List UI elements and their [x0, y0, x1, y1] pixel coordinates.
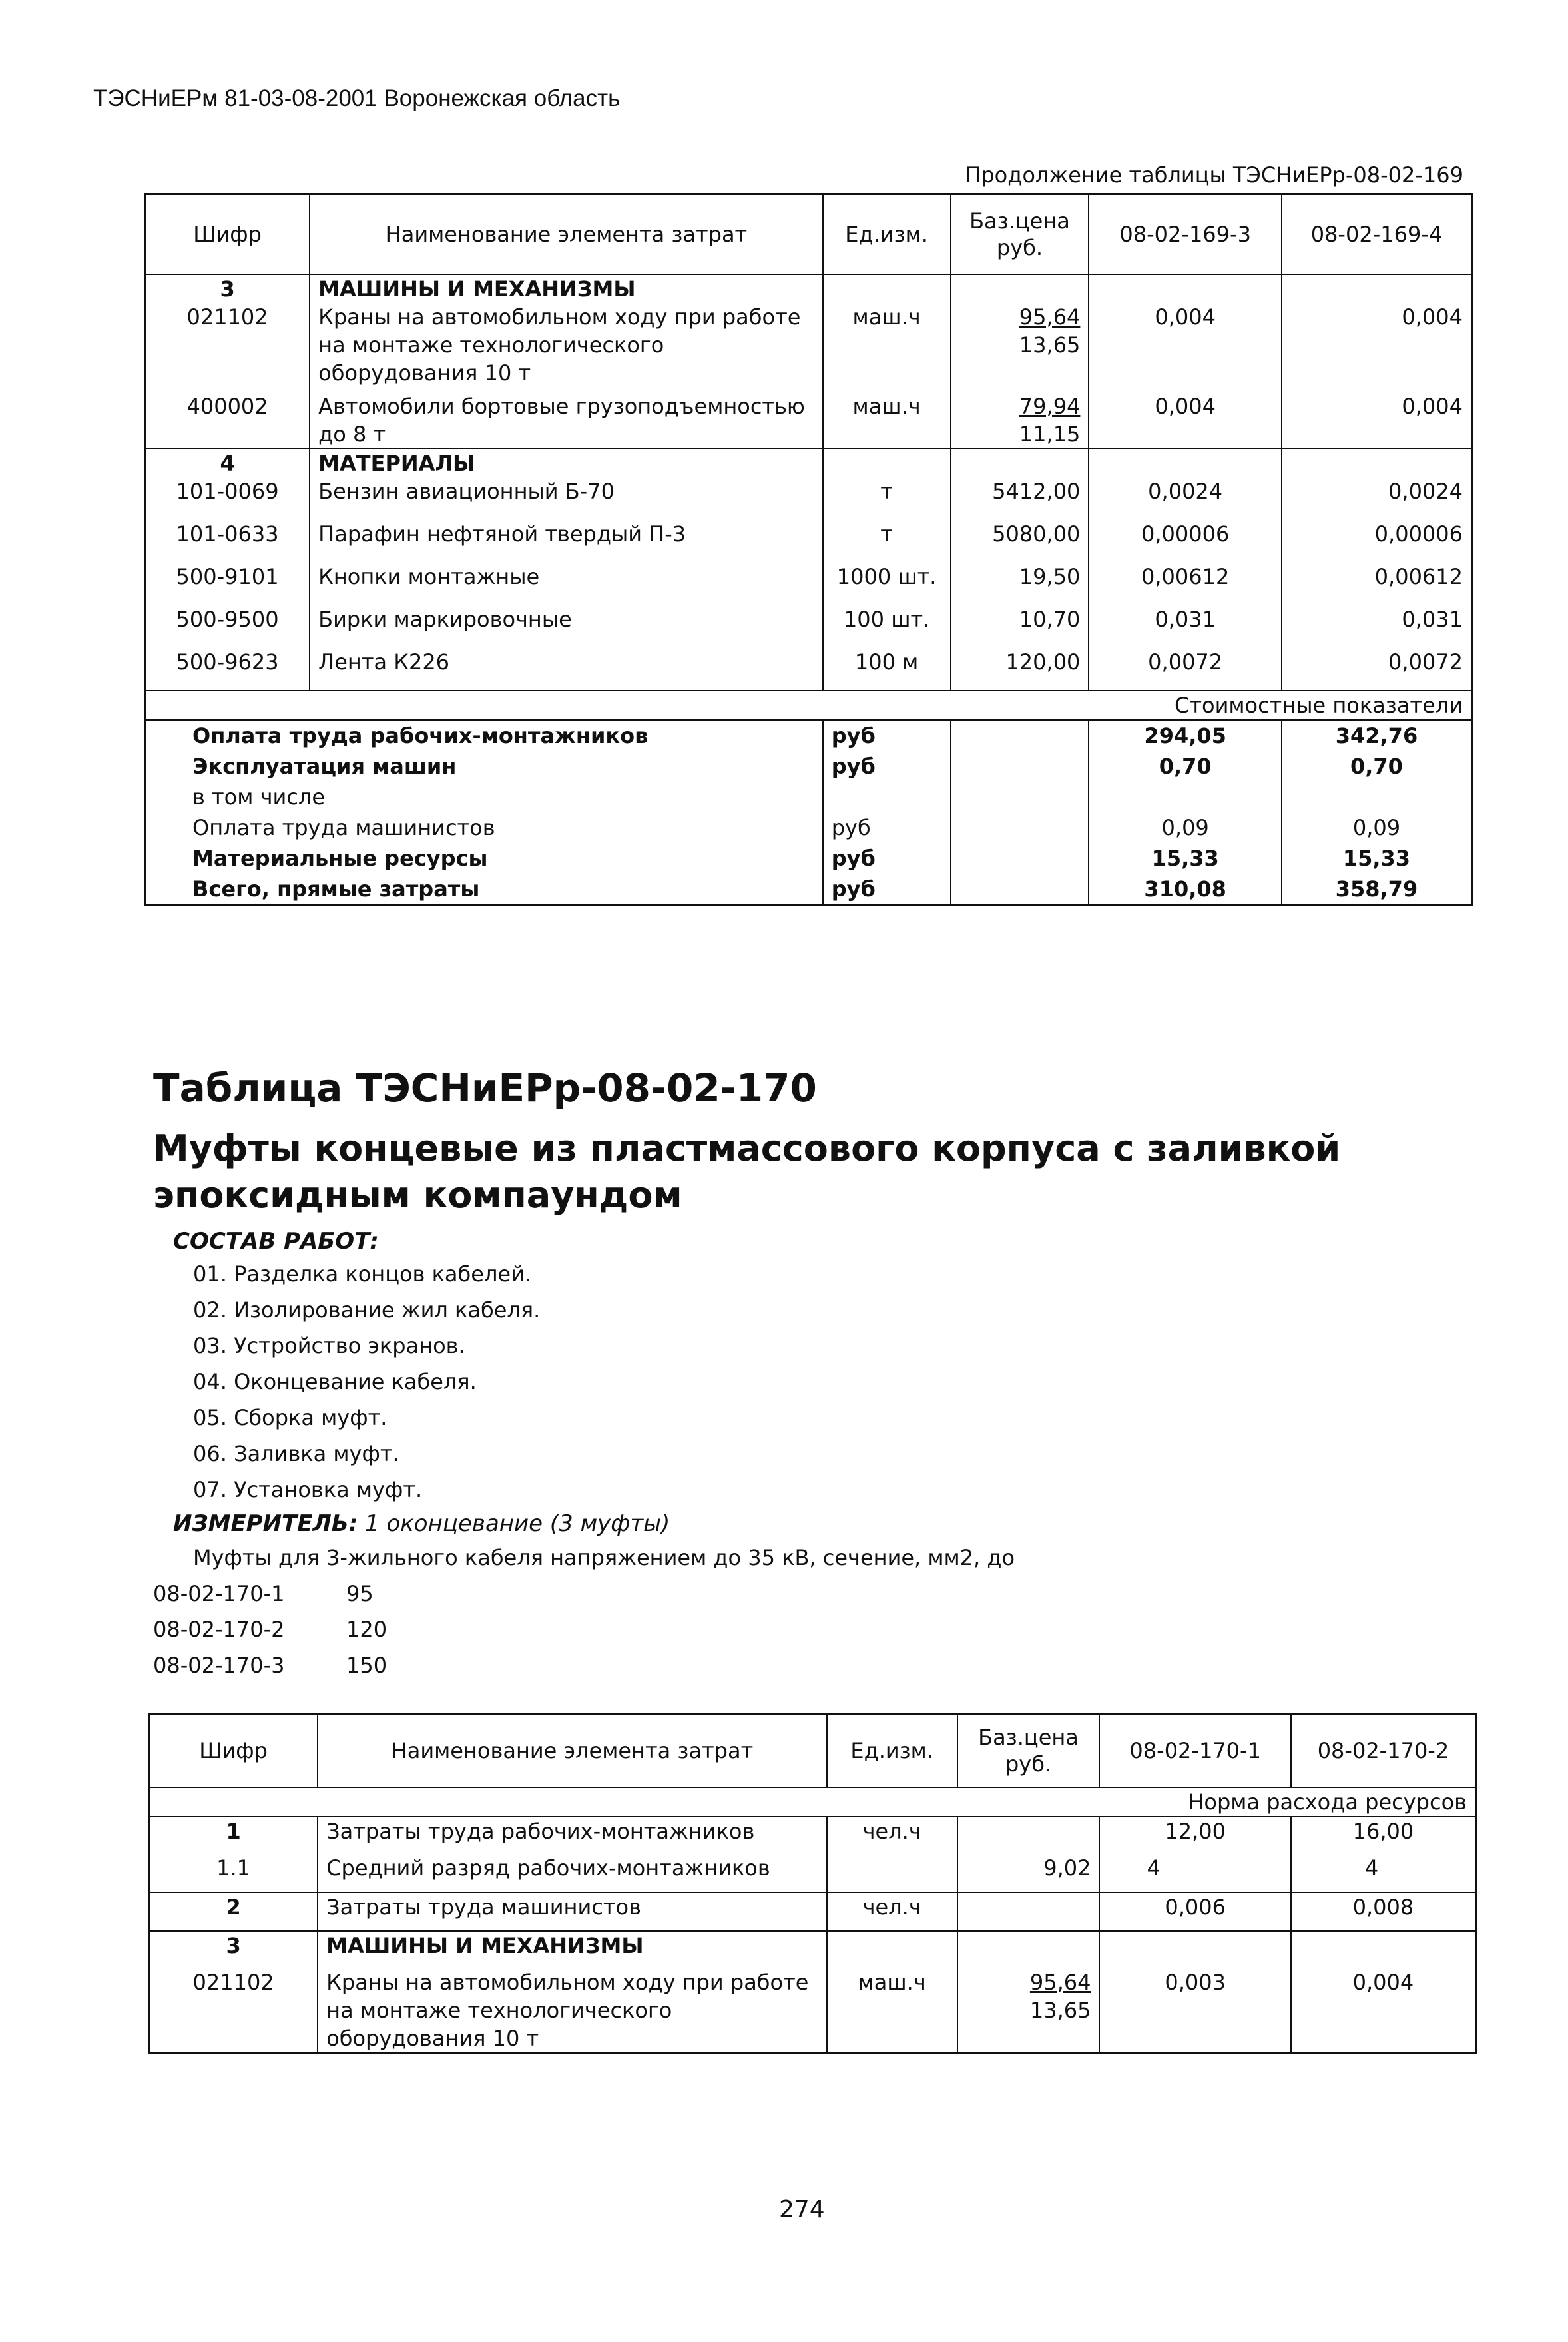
cost-row: Материальные ресурсы руб 15,33 15,33 [145, 843, 1472, 874]
cost-row: Эксплуатация машин руб 0,70 0,70 [145, 751, 1472, 782]
col-header-name: Наименование элемента затрат [310, 194, 823, 274]
norm-code-value: 150 [346, 1653, 388, 1678]
col-header-name: Наименование элемента затрат [318, 1714, 827, 1787]
col-header-unit: Ед.изм. [827, 1714, 957, 1787]
section-row: 3 МАШИНЫ И МЕХАНИЗМЫ [145, 274, 1472, 303]
col-header-v1: 08-02-170-1 [1099, 1714, 1290, 1787]
table-row: 400002 Автомобили бортовые грузоподъемностью до 8 т маш.ч 79,94 11,15 0,004 0,004 [145, 387, 1472, 449]
work-composition-label: СОСТАВ РАБОТ: [173, 1228, 379, 1255]
col-header-v1: 08-02-169-3 [1089, 194, 1282, 274]
table-row: 1 Затраты труда рабочих-монтажников чел.ч 12,00 16,00 [149, 1817, 1476, 1854]
measure-value: 1 оконцевание (3 муфты) [365, 1510, 670, 1537]
table-header-row [145, 194, 1472, 274]
table-row: 1.1 Средний разряд рабочих-монтажников 9,02 4 4 [149, 1854, 1476, 1893]
table-row: 021102 Краны на автомобильном ходу при работе на монтаже технологического оборудования 10 т маш.ч 95,64 13,65 0,004 0,004 [145, 303, 1472, 387]
table-header-row [149, 1714, 1476, 1787]
table-row: 021102 Краны на автомобильном ходу при работе на монтаже технологического оборудования 10 т маш.ч 95,64 13,65 0,003 0,004 [149, 1968, 1476, 2054]
table-continuation-note: Продолжение таблицы ТЭСНиЕРр-08-02-169 [965, 162, 1463, 188]
cost-row: Всего, прямые затраты руб 310,08 358,79 [145, 874, 1472, 906]
col-header-price: Баз.цена руб. [957, 1714, 1100, 1787]
cost-row: в том числе [145, 782, 1472, 812]
col-header-price: Баз.цена руб. [951, 194, 1089, 274]
work-item: 01. Разделка концов кабелей. [193, 1261, 532, 1287]
table-row: 500-9101 Кнопки монтажные 1000 шт. 19,50 0,00612 0,00612 [145, 563, 1472, 605]
norm-code: 08-02-170-2 [153, 1617, 285, 1642]
table-row: 101-0633 Парафин нефтяной твердый П-3 т 5080,00 0,00006 0,00006 [145, 520, 1472, 563]
cost-table-169 [144, 193, 1473, 906]
page-title: Таблица ТЭСНиЕРр-08-02-170 [153, 1065, 817, 1111]
cost-table-170 [148, 1713, 1477, 2054]
table-row: 500-9623 Лента К226 100 м 120,00 0,0072 0,0072 [145, 648, 1472, 691]
col-header-v2: 08-02-170-2 [1291, 1714, 1476, 1787]
page-header: ТЭСНиЕРм 81-03-08-2001 Воронежская область [93, 85, 621, 111]
norm-code: 08-02-170-3 [153, 1653, 285, 1678]
description: Муфты для 3-жильного кабеля напряжением до 35 кВ, сечение, мм2, до [193, 1545, 1015, 1570]
measure-line [173, 1510, 670, 1537]
norm-code: 08-02-170-1 [153, 1581, 285, 1606]
col-header-unit: Ед.изм. [823, 194, 951, 274]
cost-subheader-row: Стоимостные показатели [145, 691, 1472, 720]
norm-code-value: 120 [346, 1617, 388, 1642]
table-row: 101-0069 Бензин авиационный Б-70 т 5412,00 0,0024 0,0024 [145, 477, 1472, 520]
work-item: 04. Оконцевание кабеля. [193, 1369, 477, 1394]
cost-row: Оплата труда машинистов руб 0,09 0,09 [145, 812, 1472, 843]
norm-subheader-row: Норма расхода ресурсов [149, 1787, 1476, 1817]
table-subtitle: Муфты концевые из пластмассового корпуса с заливкой эпоксидным компаундом [153, 1127, 1341, 1216]
table-row: 2 Затраты труда машинистов чел.ч 0,006 0,008 [149, 1893, 1476, 1931]
col-header-v2: 08-02-169-4 [1282, 194, 1472, 274]
work-item: 02. Изолирование жил кабеля. [193, 1297, 541, 1322]
norm-code-value: 95 [346, 1581, 374, 1606]
work-item: 05. Сборка муфт. [193, 1405, 388, 1430]
measure-label: ИЗМЕРИТЕЛЬ: [173, 1510, 358, 1537]
table-row: 500-9500 Бирки маркировочные 100 шт. 10,70 0,031 0,031 [145, 605, 1472, 648]
section-row: 4 МАТЕРИАЛЫ [145, 449, 1472, 477]
col-header-code: Шифр [145, 194, 310, 274]
cost-row: Оплата труда рабочих-монтажников руб 294,05 342,76 [145, 720, 1472, 751]
work-item: 03. Устройство экранов. [193, 1333, 465, 1358]
col-header-code: Шифр [149, 1714, 318, 1787]
page-number: 274 [779, 2196, 825, 2223]
work-item: 07. Установка муфт. [193, 1477, 423, 1502]
section-row: 3 МАШИНЫ И МЕХАНИЗМЫ [149, 1931, 1476, 1968]
work-item: 06. Заливка муфт. [193, 1441, 399, 1466]
